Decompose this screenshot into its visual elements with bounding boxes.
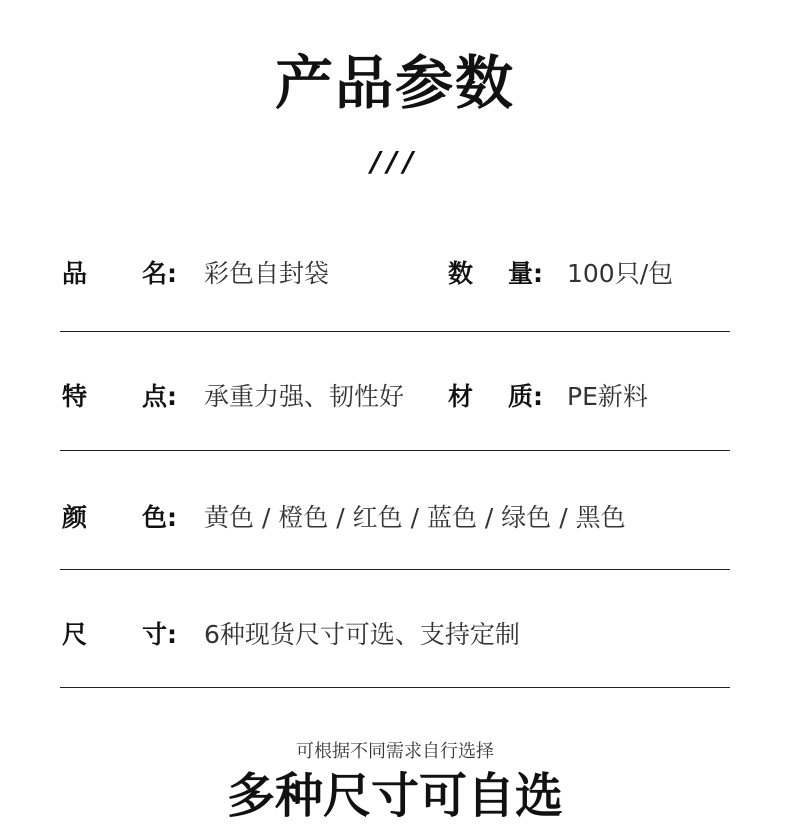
divider (60, 450, 730, 451)
param-key-name-start: 品 (62, 259, 88, 288)
param-value-material: PE新料 (567, 382, 648, 411)
param-key-quantity-end: 量: (508, 259, 543, 288)
divider (60, 687, 730, 688)
param-key-material-end: 质: (508, 382, 543, 411)
param-key-feature-end: 点: (142, 382, 177, 411)
param-key-quantity-start: 数 (448, 259, 474, 288)
param-key-color-end: 色: (142, 503, 177, 532)
decorative-slashes: /// (370, 145, 420, 178)
param-key-material-start: 材 (448, 382, 474, 411)
divider (60, 569, 730, 570)
page-title: 产品参数 (274, 49, 515, 117)
param-key-size-start: 尺 (62, 620, 88, 649)
param-key-size-end: 寸: (142, 620, 177, 649)
section-subtitle: 可根据不同需求自行选择 (296, 741, 494, 762)
param-row-size (60, 615, 730, 655)
param-row-color (60, 498, 730, 538)
param-value-name: 彩色自封袋 (204, 259, 330, 288)
param-row-name-quantity (60, 254, 730, 294)
param-value-quantity: 100只/包 (567, 259, 674, 288)
divider (60, 331, 730, 332)
param-value-feature: 承重力强、韧性好 (204, 382, 405, 411)
param-row-feature-material (60, 377, 730, 417)
param-key-name-end: 名: (142, 259, 177, 288)
param-key-color-start: 颜 (62, 503, 88, 532)
param-value-size: 6种现货尺寸可选、支持定制 (204, 620, 520, 649)
section-title: 多种尺寸可自选 (226, 768, 563, 824)
param-value-color: 黄色 / 橙色 / 红色 / 蓝色 / 绿色 / 黑色 (204, 503, 626, 532)
param-key-feature-start: 特 (62, 382, 88, 411)
